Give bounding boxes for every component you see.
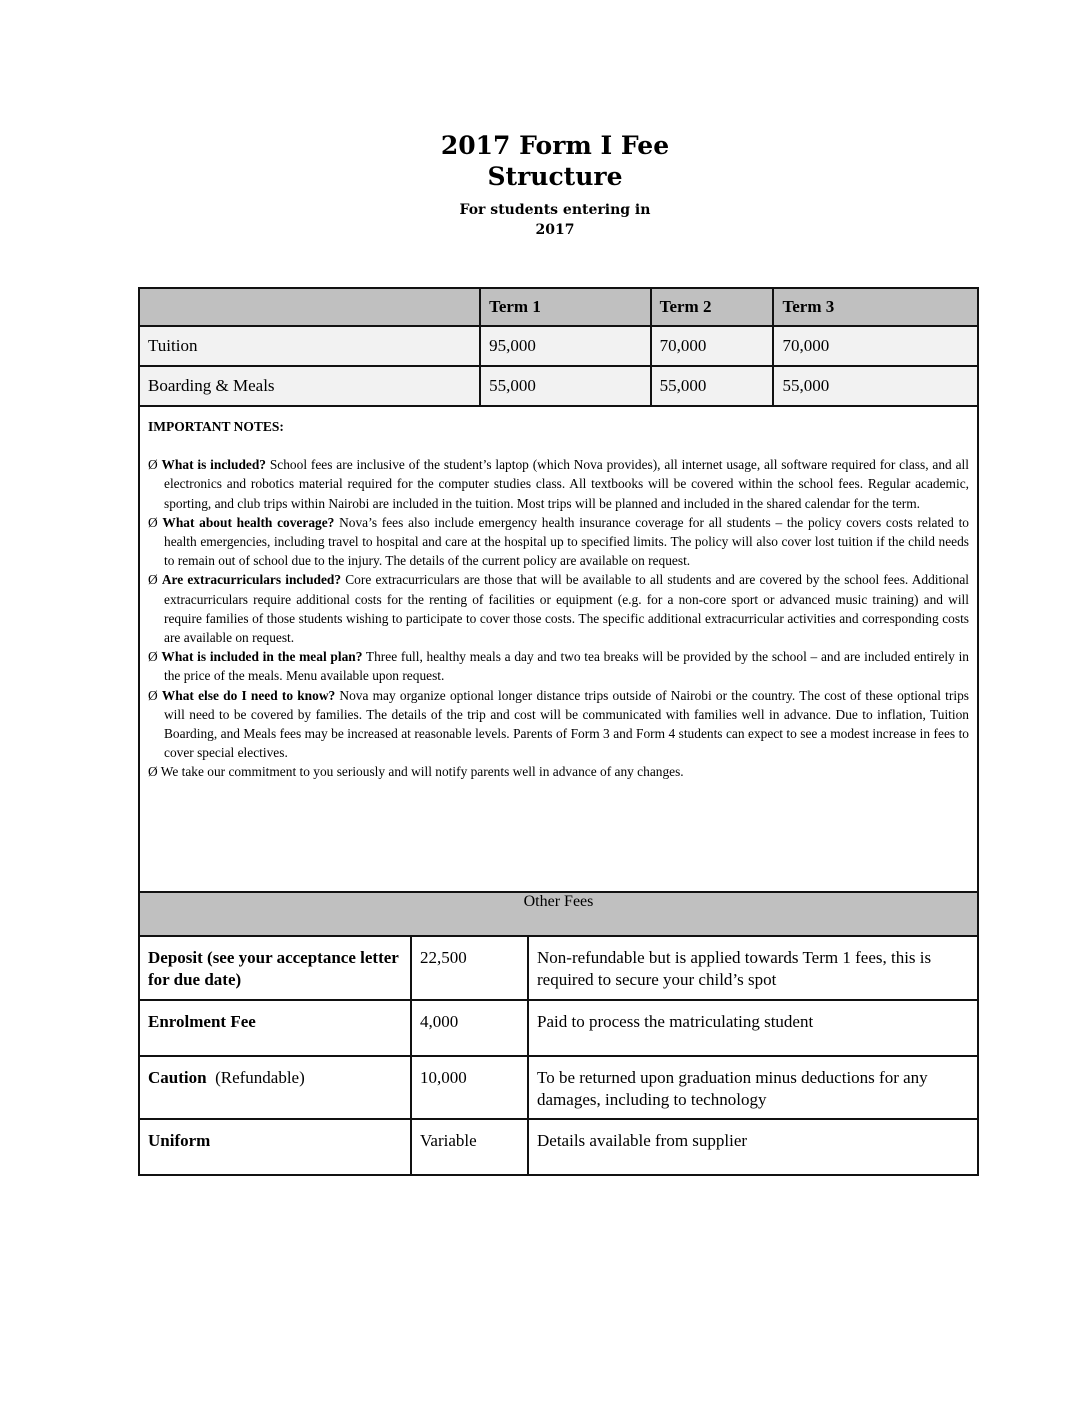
note-question: What else do I need to know? (161, 687, 336, 703)
note-item (148, 455, 969, 513)
important-notes (139, 406, 978, 900)
title-line-2: Structure (487, 162, 623, 191)
table-header-row (139, 288, 978, 326)
subtitle-line-1: For students entering in (459, 202, 651, 218)
note-text: Nova’s fees also include emergency health insurance coverage for all students – the policy covers costs related to health emergencies, including travel to hospital and care at the hospital up to specified limits. The policy will also cover lost tuition if the child needs to remain out of school due to the injury. The details of the current policy are available on request. (164, 514, 969, 569)
column-header-term-2: Term 2 (651, 288, 774, 326)
note-question: What is included in the meal plan? (161, 649, 363, 665)
page-title (0, 130, 1088, 192)
table-row-caution (139, 1056, 978, 1119)
term-3-value: 70,000 (773, 326, 978, 366)
bullet-icon: Ø (148, 457, 158, 473)
fee-note: Details available from supplier (528, 1119, 978, 1175)
note-item (148, 686, 969, 763)
other-fees-table (138, 891, 979, 1176)
fee-note: Non-refundable but is applied towards Term 1 fees, this is required to secure your child’s spot (528, 936, 978, 1000)
fee-amount: 22,500 (411, 936, 528, 1000)
note-item (148, 513, 969, 571)
table-row-deposit (139, 936, 978, 1000)
fee-amount: Variable (411, 1119, 528, 1175)
fee-amount: 10,000 (411, 1056, 528, 1119)
row-label: Tuition (139, 326, 480, 366)
row-label: Boarding & Meals (139, 366, 480, 406)
column-header (139, 288, 480, 326)
fee-label: Deposit (see your acceptance letter for due date) (139, 936, 411, 1000)
term-1-value: 55,000 (480, 366, 651, 406)
note-question: Are extracurriculars included? (161, 572, 342, 588)
other-fees-header-row (139, 892, 978, 936)
note-text: Three full, healthy meals a day and two tea breaks will be provided by the school – and are included entirely in the price of the meals. Menu available upon request. (164, 649, 969, 684)
term-1-value: 95,000 (480, 326, 651, 366)
table-row-uniform (139, 1119, 978, 1175)
note-item (148, 570, 969, 647)
column-header-term-1: Term 1 (480, 288, 651, 326)
bullet-icon: Ø (148, 572, 158, 588)
subtitle-line-2: 2017 (535, 222, 575, 238)
notes-row (139, 406, 978, 900)
bullet-icon: Ø (148, 514, 158, 530)
bullet-icon: Ø (148, 764, 158, 780)
fee-amount: 4,000 (411, 1000, 528, 1056)
term-fees-table (138, 287, 979, 901)
note-text: We take our commitment to you seriously and will notify parents well in advance of any changes. (160, 764, 684, 780)
fee-note: Paid to process the matriculating student (528, 1000, 978, 1056)
term-2-value: 70,000 (651, 326, 774, 366)
table-row-tuition (139, 326, 978, 366)
note-text: Core extracurriculars are those that will be available to all students and are covered by the school fees. Additional extracurriculars require additional costs for the renting of facilities or equipment (e.g. for a non-core sport or advanced music training) and will require families of those students wishing to participate to cover those costs. The specific additional extracurricular activities and corresponding costs are available on request. (164, 572, 969, 646)
fee-label: Enrolment Fee (139, 1000, 411, 1056)
fee-note: To be returned upon graduation minus deductions for any damages, including to technology (528, 1056, 978, 1119)
fee-label-suffix: (Refundable) (206, 1068, 305, 1087)
fee-label: Caution (148, 1068, 207, 1087)
title-line-1: 2017 Form I Fee (440, 131, 670, 160)
note-item (148, 762, 969, 781)
table-row-boarding (139, 366, 978, 406)
fee-label-cell (139, 1056, 411, 1119)
page-subtitle (0, 200, 1088, 240)
note-question: What about health coverage? (162, 514, 335, 530)
note-question: What is included? (161, 457, 266, 473)
note-item (148, 647, 969, 685)
column-header-term-3: Term 3 (773, 288, 978, 326)
fee-label: Uniform (139, 1119, 411, 1175)
note-text: School fees are inclusive of the student’s laptop (which Nova provides), all internet usage, all software required for class, and all electronics and robotics material required for the computer studies class. All textbooks will be covered within the school fees. Regular academic, sporting, and club trips within Nairobi are included in the tuition. Most trips will be planned and included in the shared calendar for the term. (164, 457, 969, 511)
term-2-value: 55,000 (651, 366, 774, 406)
table-row-enrolment (139, 1000, 978, 1056)
bullet-icon: Ø (148, 649, 158, 665)
bullet-icon: Ø (148, 687, 158, 703)
other-fees-heading: Other Fees (139, 892, 978, 936)
term-3-value: 55,000 (773, 366, 978, 406)
notes-heading: IMPORTANT NOTES: (148, 419, 284, 434)
note-text: Nova may organize optional longer distance trips outside of Nairobi or the country. The cost of these optional trips will need to be covered by families. The details of the trip and cost will be communicated with families well in advance. Due to inflation, Tuition Boarding, and Meals fees may be increased at reasonable levels. Parents of Form 3 and Form 4 students can expect to see a modest increase in fees to cover special electives. (164, 687, 969, 761)
